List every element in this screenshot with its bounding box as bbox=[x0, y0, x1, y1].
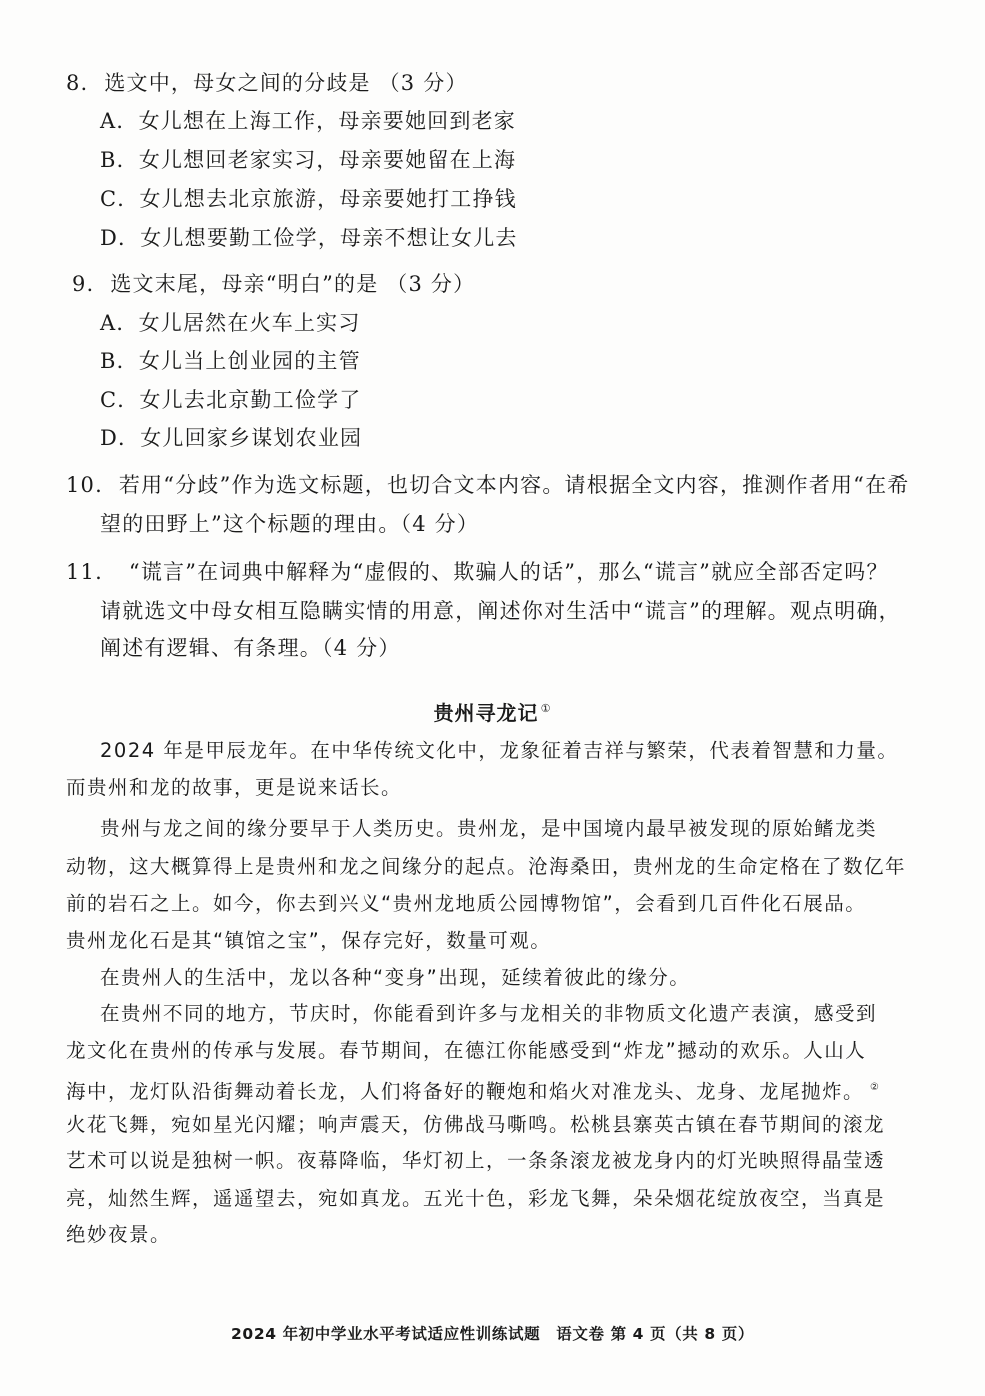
question-10-text-1: 若用“分歧”作为选文标题，也切合文本内容。请根据全文内容，推测作者用“在希 bbox=[118, 473, 910, 497]
question-11-text-1: “谎言”在词典中解释为“虚假的、欺骗人的话”，那么“谎言”就应全部否定吗？ bbox=[128, 560, 889, 584]
passage-line-6: 贵州龙化石是其“镇馆之宝”，保存完好，数量可观。 bbox=[66, 929, 552, 952]
passage-title-text: 贵州寻龙记 bbox=[433, 701, 539, 725]
question-11-number: 11. bbox=[66, 560, 103, 584]
question-8-number: 8. bbox=[66, 71, 89, 95]
question-9-option-a: A．女儿居然在火车上实习 bbox=[100, 311, 361, 335]
passage-line-12: 艺术可以说是独树一帜。夜幕降临，华灯初上，一条条滚龙被龙身内的灯光映照得晶莹透 bbox=[66, 1149, 886, 1172]
passage-inline-note: ② bbox=[870, 1082, 881, 1093]
question-9-option-c: C．女儿去北京勤工俭学了 bbox=[100, 388, 362, 412]
question-8-text: 选文中，母女之间的分歧是 （3 分） bbox=[104, 71, 468, 95]
passage-line-8: 在贵州不同的地方，节庆时，你能看到许多与龙相关的非物质文化遗产表演，感受到 bbox=[100, 1002, 878, 1025]
question-8-option-b: B．女儿想回老家实习，母亲要她留在上海 bbox=[100, 148, 517, 172]
question-9-option-d: D．女儿回家乡谋划农业园 bbox=[100, 426, 363, 450]
question-9-option-b: B．女儿当上创业园的主管 bbox=[100, 349, 361, 373]
question-9-number: 9. bbox=[72, 272, 95, 296]
passage-line-7: 在贵州人的生活中，龙以各种“变身”出现，延续着彼此的缘分。 bbox=[100, 966, 691, 989]
passage-line-5: 前的岩石之上。如今，你去到兴义“贵州龙地质公园博物馆”，会看到几百件化石展品。 bbox=[66, 892, 867, 915]
passage-line-2: 而贵州和龙的故事，更是说来话长。 bbox=[66, 776, 403, 799]
question-10-line-2: 望的田野上”这个标题的理由。（4 分） bbox=[100, 512, 480, 536]
question-10-number: 10. bbox=[66, 473, 103, 497]
passage-line-4: 动物，这大概算得上是贵州和龙之间缘分的起点。沧海桑田，贵州龙的生命定格在了数亿年 bbox=[66, 855, 907, 878]
passage-line-14: 绝妙夜景。 bbox=[66, 1223, 172, 1246]
question-9-stem bbox=[72, 271, 475, 297]
passage-line-9: 龙文化在贵州的传承与发展。春节期间，在德江你能感受到“炸龙”撼动的欢乐。人山人 bbox=[66, 1039, 867, 1062]
question-11-line-1 bbox=[66, 559, 889, 585]
passage-line-3: 贵州与龙之间的缘分要早于人类历史。贵州龙，是中国境内最早被发现的原始鳍龙类 bbox=[100, 817, 878, 840]
question-8-option-c: C．女儿想去北京旅游，母亲要她打工挣钱 bbox=[100, 187, 517, 211]
page-footer: 2024 年初中学业水平考试适应性训练试题 语文卷 第 4 页（共 8 页） bbox=[231, 1325, 754, 1343]
question-11-line-2: 请就选文中母女相互隐瞒实情的用意，阐述你对生活中“谎言”的理解。观点明确， bbox=[100, 599, 901, 623]
passage-line-10-text: 海中，龙灯队沿街舞动着长龙，人们将备好的鞭炮和焰火对准龙头、龙身、龙尾抛炸。 bbox=[66, 1080, 865, 1103]
passage-line-11: 火花飞舞，宛如星光闪耀；响声震天，仿佛战马嘶鸣。松桃县寨英古镇在春节期间的滚龙 bbox=[66, 1113, 886, 1136]
question-8-option-d: D．女儿想要勤工俭学，母亲不想让女儿去 bbox=[100, 226, 518, 250]
passage-line-13: 亮，灿然生辉，遥遥望去，宛如真龙。五光十色，彩龙飞舞，朵朵烟花绽放夜空，当真是 bbox=[66, 1187, 886, 1210]
passage-line-1: 2024 年是甲辰龙年。在中华传统文化中，龙象征着吉祥与繁荣，代表着智慧和力量。 bbox=[100, 739, 899, 762]
question-10-line-1 bbox=[66, 472, 910, 498]
question-9-text: 选文末尾，母亲“明白”的是 （3 分） bbox=[110, 272, 476, 296]
passage-title bbox=[0, 696, 985, 726]
question-8-stem bbox=[66, 70, 468, 96]
question-8-option-a: A．女儿想在上海工作，母亲要她回到老家 bbox=[100, 109, 516, 133]
passage-line-10 bbox=[66, 1075, 880, 1105]
passage-title-note: ① bbox=[540, 702, 552, 715]
question-11-line-3: 阐述有逻辑、有条理。（4 分） bbox=[100, 636, 401, 660]
